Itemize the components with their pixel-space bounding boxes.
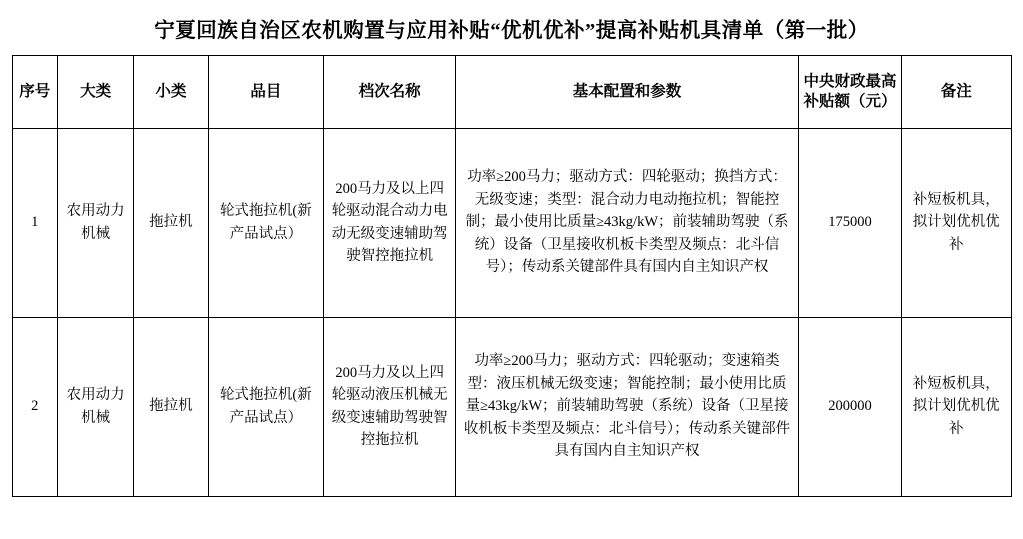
column-header-remark: 备注 [902, 55, 1011, 128]
column-header-level: 档次名称 [324, 55, 456, 128]
cell-config: 功率≥200马力；驱动方式：四轮驱动；换挡方式：无级变速；类型：混合动力电动拖拉机；智能控制；最小使用比质量≥43kg/kW；前装辅助驾驶（系统）设备（卫星接收机板卡类型及频点：北斗信号）；传动系关键部件具有国内自主知识产权 [456, 128, 799, 317]
cell-level: 200马力及以上四轮驱动混合动力电动无级变速辅助驾驶智控拖拉机 [324, 128, 456, 317]
cell-sn: 1 [12, 128, 57, 317]
column-header-item: 品目 [208, 55, 324, 128]
column-header-config: 基本配置和参数 [456, 55, 799, 128]
column-header-minor: 小类 [134, 55, 208, 128]
cell-minor: 拖拉机 [134, 128, 208, 317]
table-header [12, 55, 1011, 128]
table-body [12, 128, 1011, 496]
cell-major: 农用动力机械 [57, 317, 133, 496]
column-header-sn: 序号 [12, 55, 57, 128]
cell-item: 轮式拖拉机(新产品试点） [208, 128, 324, 317]
cell-amount: 200000 [798, 317, 901, 496]
cell-remark: 补短板机具，拟计划优机优补 [902, 317, 1011, 496]
cell-minor: 拖拉机 [134, 317, 208, 496]
cell-item: 轮式拖拉机(新产品试点） [208, 317, 324, 496]
cell-major: 农用动力机械 [57, 128, 133, 317]
subsidy-machinery-table [12, 55, 1012, 497]
cell-remark: 补短板机具，拟计划优机优补 [902, 128, 1011, 317]
cell-level: 200马力及以上四轮驱动液压机械无级变速辅助驾驶智控拖拉机 [324, 317, 456, 496]
cell-sn: 2 [12, 317, 57, 496]
column-header-amount: 中央财政最高补贴额（元） [798, 55, 901, 128]
column-header-major: 大类 [57, 55, 133, 128]
table-row [12, 317, 1011, 496]
cell-amount: 175000 [798, 128, 901, 317]
page-title: 宁夏回族自治区农机购置与应用补贴“优机优补”提高补贴机具清单（第一批） [154, 20, 869, 42]
table-row [12, 128, 1011, 317]
cell-config: 功率≥200马力；驱动方式：四轮驱动；变速箱类型：液压机械无级变速；智能控制；最小使用比质量≥43kg/kW；前装辅助驾驶（系统）设备（卫星接收机板卡类型及频点：北斗信号）；传动系关键部件具有国内自主知识产权 [456, 317, 799, 496]
table-header-row [12, 55, 1011, 128]
